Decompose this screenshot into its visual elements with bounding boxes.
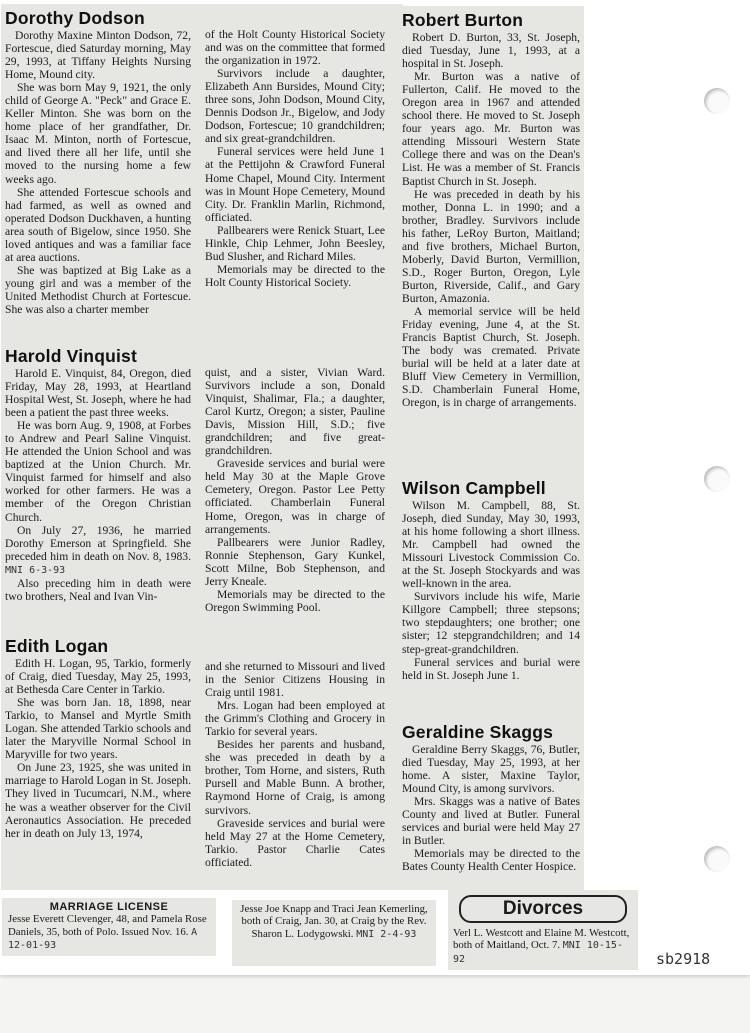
obituaries-clipping-left — [1, 4, 403, 890]
vinquist-paragraph: He was born Aug. 9, 1908, at Forbes to Andrew and Pearl Saline Vinquist. He attended the Union School and was baptized at the Union Church. Mr. Vinquist farmed for himself and also worked for other farmers. He was a member of the Oregon Christian Church. — [5, 419, 191, 524]
logan-column-2 — [205, 660, 385, 890]
binder-hole — [704, 846, 730, 872]
handwritten-note: MNI 10-15-92 — [453, 940, 623, 965]
dodson-paragraph: Pallbearers were Renick Stuart, Lee Hinkle, Chip Lehmer, John Beesley, Bud Slusher, and Richard Miles. — [205, 223, 385, 263]
dodson-paragraph: She was baptized at Big Lake as a young girl and was a member of the United Methodist Church at Fortescue. She was also a charter member — [5, 263, 191, 316]
logan-paragraph: Besides her parents and husband, she was preceded in death by a brother, Tom Horne, and sisters, Ruth Pursell and Mable Bunn. A brother, Raymond Horne of Craig, is among survivors. — [205, 738, 385, 817]
burton-column — [402, 10, 580, 458]
skaggs-headline: Geraldine Skaggs — [402, 722, 554, 742]
handwritten-note: MNI 2-4-93 — [356, 928, 417, 940]
vinquist-column-1 — [5, 346, 191, 634]
vinquist-column-2 — [205, 366, 385, 634]
skaggs-paragraph: Mrs. Skaggs was a native of Bates County and lived at Butler. Funeral services and burial were held May 27 in Butler. — [402, 795, 580, 848]
skaggs-paragraph: Memorials may be directed to the Bates County Health Center Hospice. — [402, 847, 580, 874]
logan-headline: Edith Logan — [5, 636, 109, 656]
marriage-announcement-text: Jesse Joe Knapp and Traci Jean Kemerling, both of Craig, Jan. 30, at Craig by the Rev. Sharon L. Lodygowski. — [240, 903, 428, 940]
dodson-paragraph: She attended Fortescue schools and had farmed, as well as owned and operated Dodson Duckhaven, a hunting area south of Bigelow, since 1950. She loved antiques and was a familiar face at area auctions. — [5, 185, 191, 264]
campbell-paragraph: Wilson M. Campbell, 88, St. Joseph, died Sunday, May 30, 1993, at his home following a short illness. Mr. Campbell had owned the Missouri Livestock Commission Co. at the St. Joseph Stockyards and was well-known in the area. — [402, 499, 580, 591]
vinquist-paragraph: Graveside services and burial were held May 30 at the Maple Grove Cemetery, Oregon. Pastor Lee Petty officiated. Chamberlain Funeral Home, Oregon, was in charge of arrangements. — [205, 457, 385, 536]
skaggs-column — [402, 722, 580, 890]
binder-hole — [704, 466, 730, 492]
dodson-paragraph: of the Holt County Historical Society and was on the committee that formed the organization in 1972. — [205, 28, 385, 68]
divorces-text: Verl L. Westcott and Elaine M. Westcott, both of Maitland, Oct. 7. — [453, 927, 630, 952]
page-id-handwritten: sb2918 — [656, 950, 711, 968]
burton-paragraph: A memorial service will be held Friday evening, June 4, at the St. Francis Baptist Church, St. Joseph. The body was cremated. Private burial will be held at a later date at Bluff View Cemetery in Vermillion, S.D. Chamberlain Funeral Home, Oregon, is in charge of arrangements. — [402, 304, 580, 410]
vinquist-paragraph: Memorials may be directed to the Oregon Swimming Pool. — [205, 587, 385, 614]
obituaries-clipping-right — [398, 6, 584, 890]
binder-hole — [704, 88, 730, 114]
burton-paragraph: He was preceded in death by his mother, Donna L. in 1990; and a brother, Bradley. Survivors include his father, LeRoy Burton, Maitland; and five brothers, Michael Burton, Moberly, David Burton, Vermillion, S.D., Roger Burton, Oregon, Lyle Burton, Riverside, Calif., and Gary Burton, Amazonia. — [402, 187, 580, 305]
dodson-paragraph: She was born May 9, 1921, the only child of George A. "Peck" and Grace E. Keller Minton. She was born on the home place of her grandfather, Dr. Isaac M. Minton, north of Fortescue, and lived there all her life, until she moved to the nursing home a few weeks ago. — [5, 81, 191, 186]
dodson-column-2 — [205, 28, 385, 348]
marriage-license-text: Jesse Everett Clevenger, 48, and Pamela Rose Daniels, 35, both of Polo. Issued Nov. 16. — [8, 913, 207, 938]
marriage-license-title: MARRIAGE LICENSE — [49, 901, 169, 913]
vinquist-paragraph-text: On July 27, 1936, he married Dorothy Emerson at Springfield. She preceded him in death on Nov. 8, 1983. — [5, 523, 191, 563]
logan-paragraph: On June 23, 1925, she was united in marriage to Harold Logan in St. Joseph. They lived in Tucumcari, N.M., where he was a weather observer for the Civil Aeronautics Association. He preceded her in death on July 13, 1974, — [5, 761, 191, 840]
marriage-license-clipping — [2, 898, 216, 956]
logan-column-1 — [5, 636, 191, 890]
dodson-paragraph: Memorials may be directed to the Holt County Historical Society. — [205, 262, 385, 289]
campbell-paragraph: Funeral services and burial were held in St. Joseph June 1. — [402, 655, 580, 682]
dodson-paragraph: Funeral services were held June 1 at the Pettijohn & Crawford Funeral Home Chapel, Mound City. Interment was in Mount Hope Cemetery, Mound City. Dr. Franklin Marlin, Richmond, officiated. — [205, 145, 385, 224]
vinquist-paragraph: Harold E. Vinquist, 84, Oregon, died Friday, May 28, 1993, at Heartland Hospital West, St. Joseph, where he had been a patient the past three weeks. — [5, 367, 191, 420]
logan-paragraph: and she returned to Missouri and lived in the Senior Citizens Housing in Craig until 1981. — [205, 660, 385, 700]
vinquist-headline: Harold Vinquist — [5, 346, 137, 366]
burton-paragraph: Robert D. Burton, 33, St. Joseph, died Tuesday, June 1, 1993, at a hospital in St. Joseph. — [402, 31, 580, 71]
logan-paragraph: Mrs. Logan had been employed at the Grimm's Clothing and Grocery in Tarkio for several years. — [205, 699, 385, 739]
dodson-headline: Dorothy Dodson — [5, 8, 145, 28]
vinquist-paragraph — [5, 524, 191, 577]
dodson-paragraph: Survivors include a daughter, Elizabeth Ann Bursides, Mound City; three sons, John Dodson, Mound City, Dennis Dodson Jr., Bigelow, and Jody Dodson, Fortescue; 10 grandchildren; and six great-grandchildren. — [205, 67, 385, 146]
vinquist-paragraph: Pallbearers were Junior Radley, Ronnie Stephenson, Gary Kunkel, Scott Milne, Bob Stephenson, and Jerry Kneale. — [205, 535, 385, 588]
marriage-announcement-clipping — [232, 900, 436, 966]
vinquist-paragraph: Also preceding him in death were two brothers, Neal and Ivan Vin- — [5, 576, 191, 603]
campbell-headline: Wilson Campbell — [402, 478, 546, 498]
handwritten-note: MNI 6-3-93 — [5, 564, 66, 576]
dodson-paragraph: Dorothy Maxine Minton Dodson, 72, Fortescue, died Saturday morning, May 29, 1993, at Tiffany Heights Nursing Home, Mound city. — [5, 29, 191, 82]
divorces-clipping — [448, 890, 638, 970]
logan-paragraph: She was born Jan. 18, 1898, near Tarkio, to Mansel and Myrtle Smith Logan. She attended Tarkio schools and later the Maryville Normal School in Maryville for two years. — [5, 696, 191, 762]
vinquist-paragraph: quist, and a sister, Vivian Ward. Survivors include a son, Donald Vinquist, Shalimar, Fla.; a daughter, Carol Kurtz, Oregon; a sister, Pauline Davis, Mission Hill, S.D.; five grandchildren; and five great-grandchildren. — [205, 366, 385, 458]
campbell-column — [402, 478, 580, 700]
logan-paragraph: Edith H. Logan, 95, Tarkio, formerly of Craig, died Tuesday, May 25, 1993, at Bethesda Care Center in Tarkio. — [5, 657, 191, 697]
campbell-paragraph: Survivors include his wife, Marie Killgore Campbell; three stepsons; two stepdaughters; one brother; one sister; 12 stepgrandchildren; and 14 step-great-grandchildren. — [402, 590, 580, 656]
burton-paragraph: Mr. Burton was a native of Fullerton, Calif. He moved to the Oregon area in 1967 and attended school there. He moved to St. Joseph four years ago. Mr. Burton was attending Missouri Western State College there and was on the Dean's List. He was a member of St. Francis Baptist Church in St. Joseph. — [402, 70, 580, 188]
skaggs-paragraph: Geraldine Berry Skaggs, 76, Butler, died Tuesday, May 25, 1993, at her home. A sister, Maxine Taylor, Mound City, is among survivors. — [402, 743, 580, 796]
divorces-title: Divorces — [459, 895, 627, 923]
logan-paragraph: Graveside services and burial were held May 27 at the Home Cemetery, Tarkio. Pastor Charlie Cates officiated. — [205, 816, 385, 869]
dodson-column-1 — [5, 8, 191, 344]
handwritten-note: A 12-01-93 — [8, 926, 198, 952]
burton-headline: Robert Burton — [402, 10, 524, 30]
